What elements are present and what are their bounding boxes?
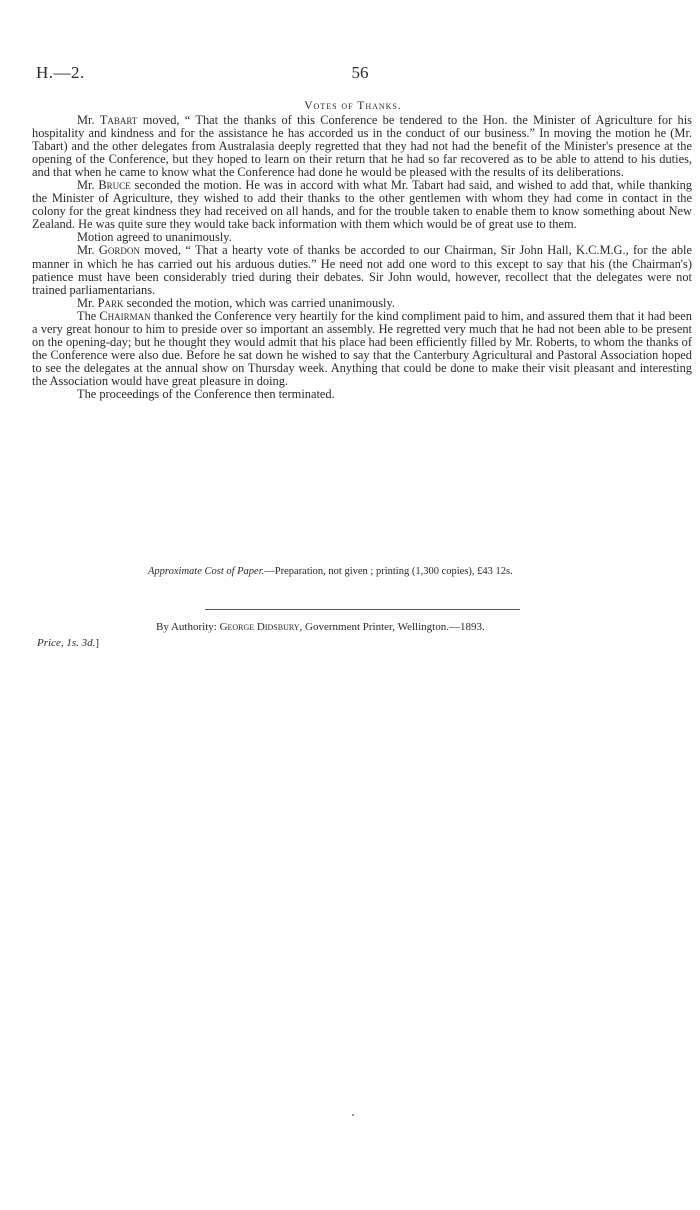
paragraph-text: Mr. — [77, 243, 99, 258]
cost-note-text: —Preparation, not given ; printing (1,300 copies), £43 12s. — [264, 566, 513, 577]
speaker-name: Park — [97, 295, 124, 310]
paragraph — [32, 388, 692, 401]
speaker-name: Chairman — [99, 308, 151, 323]
paragraph-text: seconded the motion, which was carried unanimously. — [123, 295, 395, 310]
paragraph-text: The proceedings of the Conference then terminated. — [77, 386, 335, 401]
divider-rule — [205, 609, 520, 610]
printer-authority — [156, 621, 485, 633]
paragraph-text: moved, “ That a hearty vote of thanks be accorded to our Chairman, Sir John Hall, K.C.M.G., for the able manner in which he has carried out his arduous duties.” He need not add one word to this except to say that his (the Chairman's) patience must have been considerably tried during their debates. Sir John would, however, recollect that the delegates were not trained parliamentarians. — [32, 243, 692, 297]
document-reference: H.—2. — [36, 63, 85, 82]
body-text — [32, 114, 692, 401]
paragraph — [32, 179, 692, 231]
cost-note — [148, 566, 513, 577]
paragraph — [32, 114, 692, 179]
paragraph-text: The — [77, 308, 100, 323]
cost-note-label: Approximate Cost of Paper. — [148, 566, 265, 577]
speaker-name: Bruce — [98, 178, 131, 193]
paragraph-text: thanked the Conference very heartily for the kind compliment paid to him, and assured them that it had been a very great honour to him to preside over so important an assembly. He regretted very much that he had not been able to be present on the opening-day; but he thought they would admit that his place had been efficiently filled by Mr. Roberts, to whom the thanks of the Conference were also due. Before he sat down he wished to say that the Canterbury Agricultural and Pastoral Association hoped to see the delegates at the annual show on Thursday week. Anything that could be done to make their visit pleasant and interesting the Association would have great pleasure in doing. — [32, 308, 692, 388]
price — [37, 637, 99, 649]
speaker-name: Gordon — [98, 243, 140, 258]
price-bracket: ] — [95, 637, 100, 649]
section-title: Votes of Thanks. — [304, 100, 402, 112]
paragraph — [32, 244, 692, 296]
printer-name: George Didsbury — [219, 621, 300, 633]
authority-prefix: By Authority: — [156, 621, 220, 633]
paragraph-text: moved, “ That the thanks of this Conference be tendered to the Hon. the Minister of Agriculture for his hospitality and kindness and for the assistance he has accorded us in the conduct of our business.” In moving the motion he (Mr. Tabart) and the other delegates from Australasia deeply regretted that they had not had the benefit of the Minister's presence at the opening of the Conference, but they hoped to learn on their return that he had so far recovered as to be able to attend to his duties, and that when he came to know what the Conference had done he would be pleased with the results of its deliberations. — [32, 113, 692, 180]
paragraph-text: Motion agreed to unanimously. — [77, 230, 232, 245]
paragraph-text: Mr. — [77, 178, 99, 193]
speaker-name: Tabart — [99, 113, 138, 127]
paragraph — [32, 310, 692, 388]
page-number: 56 — [351, 63, 369, 82]
paragraph-text: Mr. — [77, 295, 98, 310]
paragraph-text: Mr. — [77, 113, 100, 127]
price-text: Price, 1s. 3d. — [37, 637, 96, 649]
authority-suffix: , Government Printer, Wellington.—1893. — [299, 621, 485, 633]
paragraph-text: seconded the motion. He was in accord with what Mr. Tabart had said, and wished to add that, while thanking the Minister of Agriculture, they wished to add their thanks to the other gentlemen with whom they had come in contact in the colony for the great kindness they had received on all hands, and for the trouble taken to enable them to know something about New Zealand. He was quite sure they would take back information with them which would be of great use to them. — [32, 178, 693, 232]
print-speck — [352, 1114, 354, 1116]
